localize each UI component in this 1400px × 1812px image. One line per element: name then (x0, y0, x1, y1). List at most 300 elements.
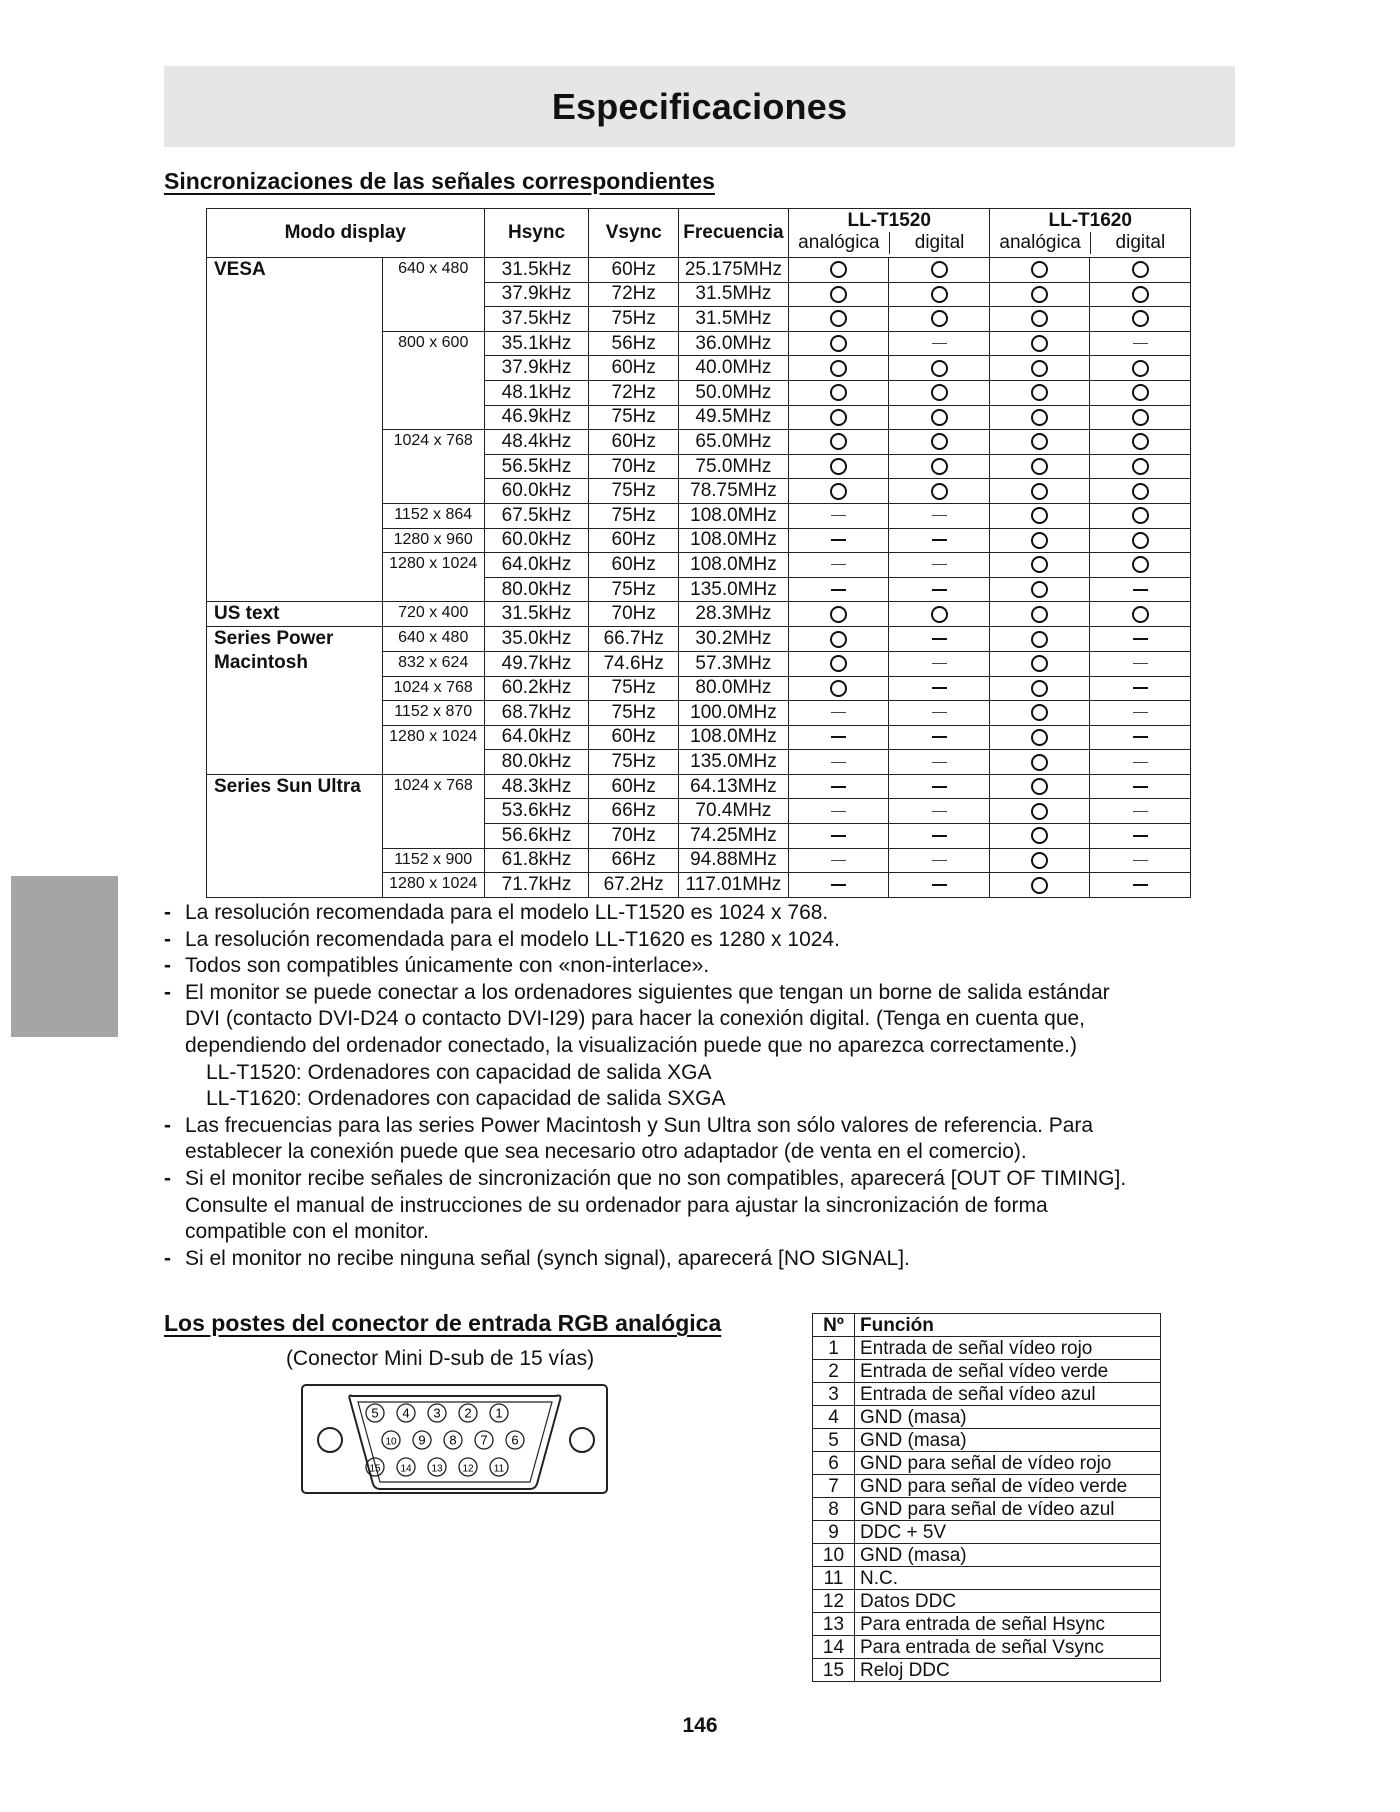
not-supported-dash-icon (1133, 638, 1148, 640)
hsync-cell: 60.0kHz (484, 528, 589, 553)
compat-cell (990, 307, 1090, 332)
not-supported-dash-icon (932, 638, 947, 640)
frequency-cell: 135.0MHz (678, 750, 788, 775)
compat-cell (888, 701, 990, 726)
hsync-cell: 37.9kHz (484, 356, 589, 381)
supported-circle-icon (1132, 409, 1149, 426)
supported-circle-icon (1031, 507, 1048, 524)
supported-circle-icon (1132, 433, 1149, 450)
note-line: - Todos son compatibles únicamente con «non-interlace». (185, 954, 710, 978)
not-supported-dash-icon (831, 762, 846, 763)
compat-cell (888, 602, 990, 627)
supported-circle-icon (1031, 655, 1048, 672)
pin-number-cell: 10 (813, 1544, 855, 1567)
pin-function-cell: DDC + 5V (855, 1521, 1161, 1544)
supported-circle-icon (830, 286, 847, 303)
compat-cell (788, 824, 888, 849)
supported-circle-icon (1031, 384, 1048, 401)
compat-cell (788, 651, 888, 676)
pin-number: 4 (402, 1405, 410, 1421)
compat-cell (888, 676, 990, 701)
compat-cell (888, 307, 990, 332)
supported-circle-icon (830, 483, 847, 500)
note-line: - Las frecuencias para las series Power Macintosh y Sun Ultra son sólo valores de referencia. Para (185, 1113, 1094, 1137)
not-supported-dash-icon (831, 564, 846, 565)
table-row (813, 1452, 1161, 1475)
sub-analog: analógica (990, 232, 1090, 254)
frequency-cell: 28.3MHz (678, 602, 788, 627)
resolution-cell: 1024 x 768 (382, 774, 484, 848)
compat-cell (1090, 553, 1191, 578)
vsync-cell: 70Hz (589, 824, 678, 849)
table-row (813, 1567, 1161, 1590)
supported-circle-icon (830, 409, 847, 426)
compat-cell (788, 676, 888, 701)
supported-circle-icon (830, 655, 847, 672)
mounting-hole-right (570, 1428, 594, 1452)
supported-circle-icon (1031, 680, 1048, 697)
frequency-cell: 30.2MHz (678, 627, 788, 652)
header-hsync: Hsync (484, 209, 589, 258)
supported-circle-icon (1031, 729, 1048, 746)
compat-cell (1090, 282, 1191, 307)
not-supported-dash-icon (1133, 687, 1148, 689)
compat-cell (990, 602, 1090, 627)
compat-cell (1090, 701, 1191, 726)
pin-number-cell: 5 (813, 1429, 855, 1452)
resolution-cell: 1152 x 870 (382, 701, 484, 726)
compat-cell (888, 577, 990, 602)
pin-function-cell: GND para señal de vídeo verde (855, 1475, 1161, 1498)
not-supported-dash-icon (932, 736, 947, 738)
header-ll-t1620 (990, 209, 1191, 258)
hsync-cell: 68.7kHz (484, 701, 589, 726)
header-frequency: Frecuencia (678, 209, 788, 258)
vsync-cell: 70Hz (589, 602, 678, 627)
supported-circle-icon (1031, 606, 1048, 623)
note-item (164, 900, 1244, 927)
compat-cell (788, 331, 888, 356)
supported-circle-icon (1132, 360, 1149, 377)
hsync-cell: 53.6kHz (484, 799, 589, 824)
page-title: Especificaciones (551, 85, 848, 127)
compat-cell (990, 430, 1090, 455)
supported-circle-icon (830, 335, 847, 352)
supported-circle-icon (830, 458, 847, 475)
supported-circle-icon (1031, 458, 1048, 475)
compat-cell (990, 380, 1090, 405)
pin-function-cell: GND (masa) (855, 1429, 1161, 1452)
not-supported-dash-icon (831, 835, 846, 837)
compat-cell (888, 356, 990, 381)
supported-circle-icon (1031, 360, 1048, 377)
compat-cell (888, 627, 990, 652)
compat-cell (888, 479, 990, 504)
supported-circle-icon (1031, 827, 1048, 844)
compat-cell (1090, 824, 1191, 849)
frequency-cell: 70.4MHz (678, 799, 788, 824)
table-row (813, 1636, 1161, 1659)
compat-cell (888, 651, 990, 676)
compat-cell (788, 479, 888, 504)
supported-circle-icon (931, 384, 948, 401)
compat-cell (788, 848, 888, 873)
compat-cell (990, 873, 1090, 898)
not-supported-dash-icon (831, 860, 846, 861)
pin-number-cell: 15 (813, 1659, 855, 1682)
compat-cell (990, 356, 1090, 381)
pin-number-cell: 3 (813, 1383, 855, 1406)
supported-circle-icon (931, 458, 948, 475)
vsync-cell: 60Hz (589, 430, 678, 455)
compat-cell (888, 331, 990, 356)
supported-circle-icon (1132, 507, 1149, 524)
table-row (813, 1521, 1161, 1544)
table-row (813, 1337, 1161, 1360)
pin-number-cell: 4 (813, 1406, 855, 1429)
supported-circle-icon (1031, 803, 1048, 820)
frequency-cell: 75.0MHz (678, 454, 788, 479)
hsync-cell: 67.5kHz (484, 503, 589, 528)
compat-cell (888, 528, 990, 553)
compat-cell (1090, 774, 1191, 799)
pin-number: 3 (433, 1405, 441, 1421)
frequency-cell: 80.0MHz (678, 676, 788, 701)
compat-cell (888, 750, 990, 775)
supported-circle-icon (1132, 384, 1149, 401)
display-mode-cell: US text (207, 602, 383, 627)
compat-cell (990, 528, 1090, 553)
not-supported-dash-icon (831, 712, 846, 713)
pin-number-cell: 9 (813, 1521, 855, 1544)
supported-circle-icon (1031, 483, 1048, 500)
compat-cell (990, 503, 1090, 528)
pin-function-cell: Entrada de señal vídeo azul (855, 1383, 1161, 1406)
vsync-cell: 56Hz (589, 331, 678, 356)
pin-row-2 (382, 1431, 524, 1449)
title-band (164, 66, 1235, 147)
compat-cell (990, 701, 1090, 726)
not-supported-dash-icon (1133, 835, 1148, 837)
compat-cell (990, 750, 1090, 775)
not-supported-dash-icon (831, 515, 846, 516)
not-supported-dash-icon (932, 687, 947, 689)
supported-circle-icon (931, 606, 948, 623)
supported-circle-icon (830, 360, 847, 377)
resolution-cell: 640 x 480 (382, 258, 484, 332)
hsync-cell: 56.5kHz (484, 454, 589, 479)
compat-cell (788, 356, 888, 381)
compat-cell (1090, 577, 1191, 602)
supported-circle-icon (1031, 754, 1048, 771)
compat-cell (788, 454, 888, 479)
frequency-cell: 108.0MHz (678, 503, 788, 528)
pin-function-cell: GND para señal de vídeo azul (855, 1498, 1161, 1521)
resolution-cell: 832 x 624 (382, 651, 484, 676)
not-supported-dash-icon (1133, 762, 1148, 763)
resolution-cell: 1280 x 960 (382, 528, 484, 553)
pin-number-cell: 7 (813, 1475, 855, 1498)
note-line: LL-T1620: Ordenadores con capacidad de salida SXGA (206, 1087, 726, 1111)
pin-number: 2 (464, 1405, 472, 1421)
hsync-cell: 35.0kHz (484, 627, 589, 652)
not-supported-dash-icon (1133, 786, 1148, 788)
compat-cell (788, 799, 888, 824)
compat-cell (788, 553, 888, 578)
pin-function-cell: Para entrada de señal Vsync (855, 1636, 1161, 1659)
dsub-connector-diagram (300, 1383, 610, 1498)
connector-caption: (Conector Mini D-sub de 15 vías) (285, 1347, 595, 1370)
compat-cell (1090, 873, 1191, 898)
not-supported-dash-icon (831, 786, 846, 788)
supported-circle-icon (830, 680, 847, 697)
resolution-cell: 1024 x 768 (382, 676, 484, 701)
note-item (164, 980, 1244, 1113)
compat-cell (888, 454, 990, 479)
pin-number: 9 (418, 1432, 426, 1448)
supported-circle-icon (1031, 433, 1048, 450)
header-ll-t1520 (788, 209, 990, 258)
note-line: Consulte el manual de instrucciones de su ordenador para ajustar la sincronización de forma (185, 1193, 1048, 1217)
supported-circle-icon (1132, 532, 1149, 549)
note-line: - El monitor se puede conectar a los ordenadores siguientes que tengan un borne de salida estándar (185, 980, 1110, 1004)
table-row (813, 1590, 1161, 1613)
compat-cell (1090, 503, 1191, 528)
vsync-cell: 75Hz (589, 503, 678, 528)
compat-cell (888, 873, 990, 898)
pin-number: 1 (495, 1405, 503, 1421)
not-supported-dash-icon (831, 884, 846, 886)
vsync-cell: 75Hz (589, 307, 678, 332)
sync-signals-table (206, 208, 1191, 898)
not-supported-dash-icon (1133, 343, 1148, 344)
table-row (813, 1613, 1161, 1636)
compat-cell (888, 848, 990, 873)
compat-cell (1090, 651, 1191, 676)
supported-circle-icon (931, 409, 948, 426)
frequency-cell: 108.0MHz (678, 553, 788, 578)
pin-number-cell: 12 (813, 1590, 855, 1613)
not-supported-dash-icon (932, 663, 947, 664)
supported-circle-icon (1132, 286, 1149, 303)
compat-cell (990, 676, 1090, 701)
not-supported-dash-icon (932, 884, 947, 886)
supported-circle-icon (931, 310, 948, 327)
pin-number-cell: 11 (813, 1567, 855, 1590)
compat-cell (788, 725, 888, 750)
hsync-cell: 31.5kHz (484, 602, 589, 627)
vsync-cell: 75Hz (589, 577, 678, 602)
hsync-cell: 48.3kHz (484, 774, 589, 799)
hsync-cell: 61.8kHz (484, 848, 589, 873)
supported-circle-icon (1031, 581, 1048, 598)
pin-number: 12 (462, 1463, 474, 1475)
not-supported-dash-icon (932, 860, 947, 861)
pin-number-cell: 13 (813, 1613, 855, 1636)
pin-number-cell: 14 (813, 1636, 855, 1659)
compat-cell (1090, 627, 1191, 652)
note-line: establecer la conexión puede que sea necesario otro adaptador (de venta en el comercio). (185, 1140, 1027, 1164)
hsync-cell: 37.9kHz (484, 282, 589, 307)
table-row (813, 1659, 1161, 1682)
compat-cell (788, 405, 888, 430)
supported-circle-icon (830, 433, 847, 450)
pin-function-cell: N.C. (855, 1567, 1161, 1590)
model-name: LL-T1620 (1048, 210, 1132, 231)
compat-cell (788, 701, 888, 726)
compat-cell (990, 627, 1090, 652)
supported-circle-icon (1031, 335, 1048, 352)
not-supported-dash-icon (932, 343, 947, 344)
resolution-cell: 1152 x 900 (382, 848, 484, 873)
vsync-cell: 75Hz (589, 676, 678, 701)
supported-circle-icon (1132, 606, 1149, 623)
pin-table-body (813, 1337, 1161, 1682)
resolution-cell: 1024 x 768 (382, 430, 484, 504)
pin-row-1 (366, 1404, 508, 1422)
table-row (813, 1360, 1161, 1383)
not-supported-dash-icon (932, 564, 947, 565)
mounting-hole-left (318, 1428, 342, 1452)
vsync-cell: 75Hz (589, 701, 678, 726)
not-supported-dash-icon (932, 539, 947, 541)
note-item (164, 953, 1244, 980)
compat-cell (788, 528, 888, 553)
not-supported-dash-icon (932, 835, 947, 837)
compat-cell (788, 282, 888, 307)
pin-number: 15 (369, 1463, 381, 1475)
hsync-cell: 64.0kHz (484, 553, 589, 578)
hsync-cell: 46.9kHz (484, 405, 589, 430)
compat-cell (788, 750, 888, 775)
compat-cell (990, 553, 1090, 578)
compat-cell (1090, 479, 1191, 504)
note-line: LL-T1520: Ordenadores con capacidad de salida XGA (206, 1060, 712, 1084)
compat-cell (1090, 750, 1191, 775)
model-name: LL-T1520 (847, 210, 931, 231)
compat-cell (990, 405, 1090, 430)
compat-cell (888, 824, 990, 849)
frequency-cell: 31.5MHz (678, 282, 788, 307)
compat-cell (990, 577, 1090, 602)
compat-cell (788, 602, 888, 627)
display-mode-cell: Series Power Macintosh (207, 627, 383, 775)
note-line: compatible con el monitor. (185, 1220, 429, 1244)
resolution-cell: 1152 x 864 (382, 503, 484, 528)
not-supported-dash-icon (1133, 663, 1148, 664)
compat-cell (888, 799, 990, 824)
note-line: dependiendo del ordenador conectado, la visualización puede que no aparezca correctamente.) (185, 1033, 1077, 1057)
vsync-cell: 72Hz (589, 380, 678, 405)
compat-cell (990, 848, 1090, 873)
supported-circle-icon (931, 483, 948, 500)
supported-circle-icon (830, 631, 847, 648)
note-line: - La resolución recomendada para el modelo LL-T1620 es 1280 x 1024. (185, 927, 840, 951)
compat-cell (990, 282, 1090, 307)
compat-cell (990, 799, 1090, 824)
compat-cell (788, 627, 888, 652)
not-supported-dash-icon (831, 736, 846, 738)
resolution-cell: 1280 x 1024 (382, 873, 484, 898)
pin-function-cell: Para entrada de señal Hsync (855, 1613, 1161, 1636)
compat-cell (1090, 799, 1191, 824)
page-number: 146 (682, 1714, 718, 1737)
hsync-cell: 56.6kHz (484, 824, 589, 849)
compat-cell (1090, 725, 1191, 750)
frequency-cell: 74.25MHz (678, 824, 788, 849)
pin-number: 6 (511, 1432, 519, 1448)
vsync-cell: 60Hz (589, 356, 678, 381)
supported-circle-icon (1031, 631, 1048, 648)
table-row (207, 258, 1191, 283)
display-mode-cell: VESA (207, 258, 383, 602)
compat-cell (990, 479, 1090, 504)
compat-cell (788, 258, 888, 283)
vsync-cell: 60Hz (589, 553, 678, 578)
compat-cell (1090, 430, 1191, 455)
note-item (164, 927, 1244, 954)
vsync-cell: 60Hz (589, 258, 678, 283)
supported-circle-icon (1031, 261, 1048, 278)
not-supported-dash-icon (932, 786, 947, 788)
resolution-cell: 1280 x 1024 (382, 553, 484, 602)
compat-cell (990, 651, 1090, 676)
not-supported-dash-icon (831, 589, 846, 591)
table-row (207, 602, 1191, 627)
hsync-cell: 49.7kHz (484, 651, 589, 676)
compat-cell (788, 774, 888, 799)
compat-cell (1090, 848, 1191, 873)
hsync-cell: 80.0kHz (484, 750, 589, 775)
header-mode: Modo display (207, 209, 485, 258)
compat-cell (1090, 454, 1191, 479)
hsync-cell: 48.4kHz (484, 430, 589, 455)
hsync-cell: 48.1kHz (484, 380, 589, 405)
supported-circle-icon (1132, 458, 1149, 475)
compat-cell (990, 725, 1090, 750)
frequency-cell: 108.0MHz (678, 725, 788, 750)
compat-cell (990, 824, 1090, 849)
sync-section-title: Sincronizaciones de las señales correspondientes (164, 168, 715, 194)
supported-circle-icon (1031, 532, 1048, 549)
not-supported-dash-icon (1133, 589, 1148, 591)
supported-circle-icon (931, 433, 948, 450)
pin-function-cell: GND (masa) (855, 1544, 1161, 1567)
pin-number-cell: 6 (813, 1452, 855, 1475)
compat-cell (788, 503, 888, 528)
compat-cell (888, 282, 990, 307)
display-mode-cell: Series Sun Ultra (207, 774, 383, 897)
pin-number: 11 (493, 1463, 505, 1475)
supported-circle-icon (830, 384, 847, 401)
supported-circle-icon (830, 310, 847, 327)
compat-cell (888, 430, 990, 455)
table-row (813, 1383, 1161, 1406)
supported-circle-icon (1031, 877, 1048, 894)
supported-circle-icon (830, 261, 847, 278)
table-row (207, 774, 1191, 799)
sub-digital: digital (1115, 232, 1166, 253)
note-line: - Si el monitor no recibe ninguna señal (synch signal), aparecerá [NO SIGNAL]. (185, 1246, 910, 1270)
resolution-cell: 720 x 400 (382, 602, 484, 627)
compat-cell (888, 405, 990, 430)
table-row (813, 1544, 1161, 1567)
vsync-cell: 74.6Hz (589, 651, 678, 676)
compat-cell (1090, 258, 1191, 283)
sync-table-body (207, 258, 1191, 898)
table-row (813, 1406, 1161, 1429)
not-supported-dash-icon (1133, 712, 1148, 713)
